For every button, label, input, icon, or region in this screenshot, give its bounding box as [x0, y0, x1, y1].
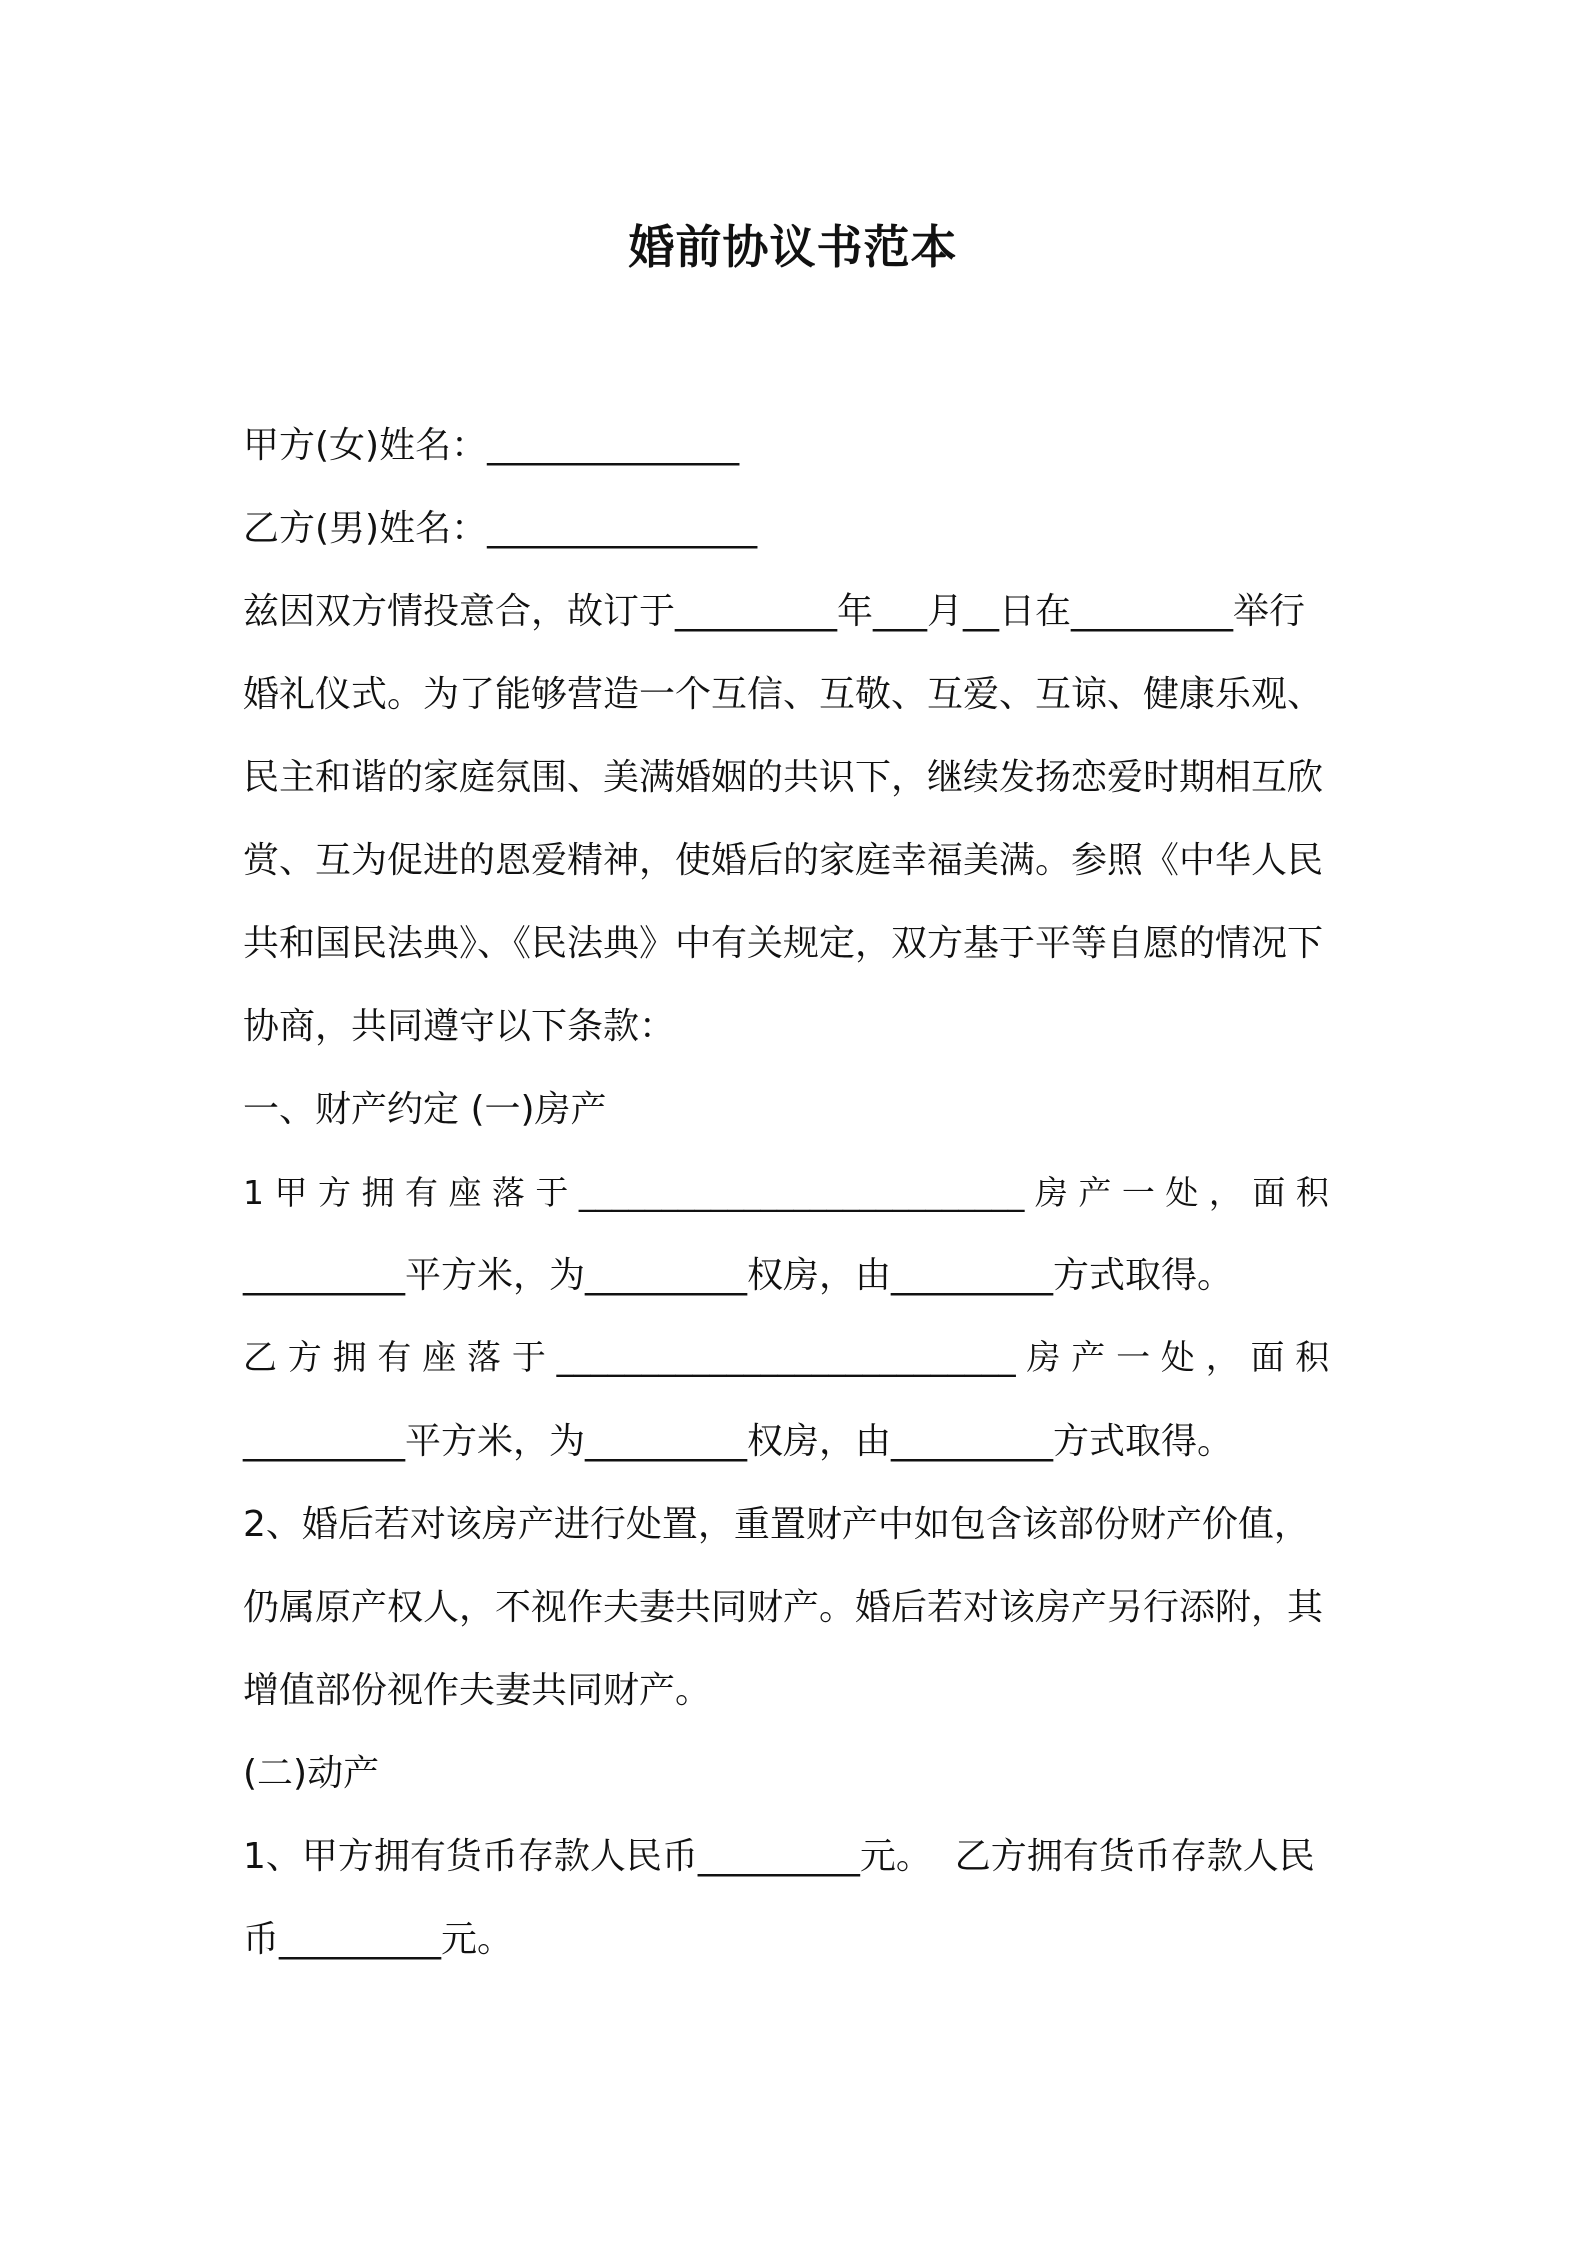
preamble-line-4: 赏、互为促进的恩爱精神，使婚后的家庭幸福美满。参照《中华人民: [243, 840, 1324, 881]
clause-2-line-3: 增值部份视作夫妻共同财产。: [243, 1670, 712, 1711]
property-party-b-line-1: 乙 方 拥 有 座 落 于 ___________________________ 房 产 一 处 ， 面 积: [243, 1338, 1330, 1378]
preamble-line-1: 兹因双方情投意合，故订于_________年___月__日在_________举行: [243, 591, 1306, 632]
property-party-a-line-1: 1 甲 方 拥 有 座 落 于 ___________________________ 房 产 一 处 ， 面 积: [243, 1173, 1329, 1212]
deposit-line-1: 1、甲方拥有货币存款人民币_________元。 乙方拥有货币存款人民: [243, 1836, 1315, 1877]
clause-2-line-2: 仍属原产权人，不视作夫妻共同财产。婚后若对该房产另行添附，其: [243, 1587, 1324, 1628]
property-party-a-line-2: _________平方米，为_________权房，由_________方式取得。: [243, 1255, 1234, 1296]
party-b-name-line: 乙方(男)姓名：_______________: [243, 508, 758, 549]
section-1-heading: 一、财产约定 (一)房产: [243, 1089, 607, 1130]
movable-property-heading: (二)动产: [243, 1753, 380, 1794]
property-party-b-line-2: _________平方米，为_________权房，由_________方式取得。: [243, 1421, 1234, 1462]
preamble-line-6: 协商，共同遵守以下条款：: [243, 1006, 676, 1047]
deposit-line-2: 币_________元。: [243, 1919, 514, 1960]
preamble-line-5: 共和国民法典》、《民法典》中有关规定，双方基于平等自愿的情况下: [243, 923, 1324, 964]
document-body: [243, 404, 1353, 1981]
preamble-line-3: 民主和谐的家庭氛围、美满婚姻的共识下，继续发扬恋爱时期相互欣: [243, 757, 1324, 798]
preamble-line-2: 婚礼仪式。为了能够营造一个互信、互敬、互爱、互谅、健康乐观、: [243, 674, 1324, 715]
document-title: 婚前协议书范本: [628, 220, 958, 274]
party-a-name-line: 甲方(女)姓名：______________: [243, 425, 740, 466]
clause-2-line-1: 2、婚后若对该房产进行处置，重置财产中如包含该部份财产价值，: [243, 1504, 1310, 1545]
